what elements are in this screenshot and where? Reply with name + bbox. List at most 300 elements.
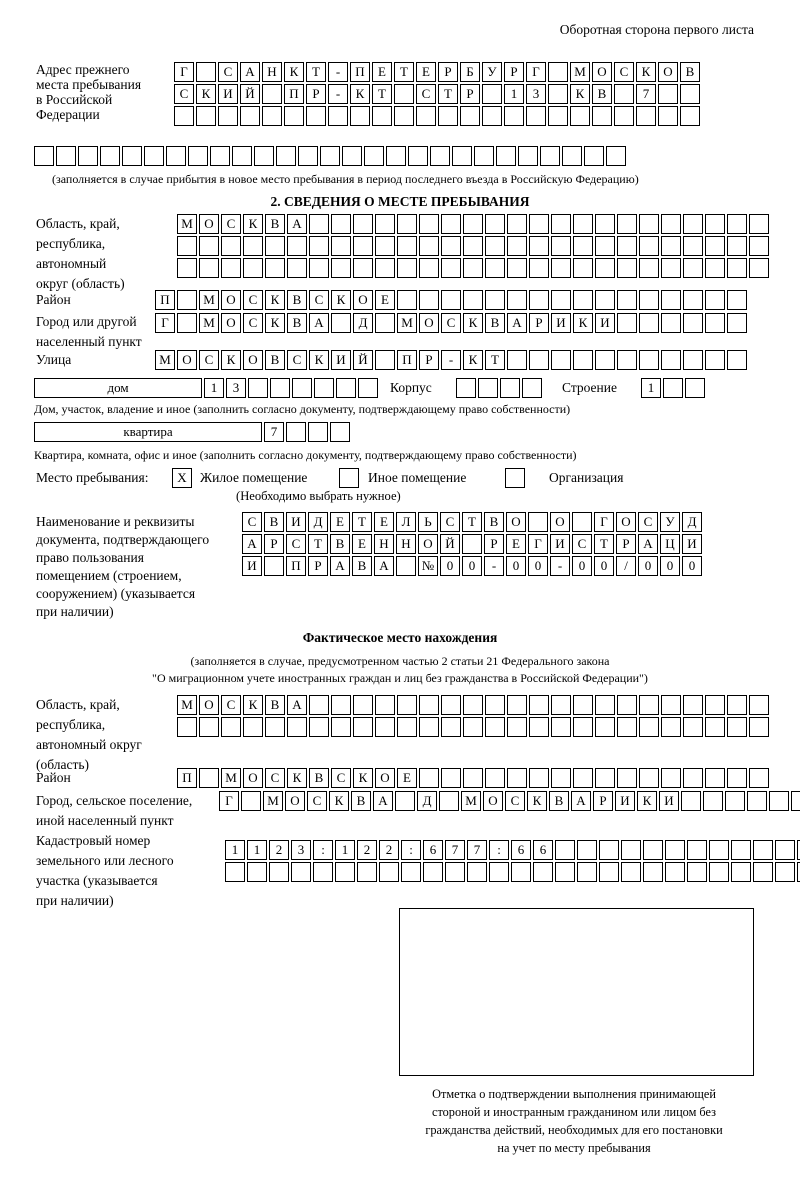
actual-region-cell[interactable] bbox=[529, 717, 549, 737]
document-cell[interactable]: А bbox=[242, 534, 262, 554]
actual-district-cells[interactable] bbox=[177, 768, 769, 788]
prev-address-cell[interactable]: - bbox=[328, 62, 348, 82]
district-cell[interactable] bbox=[639, 290, 659, 310]
document-cell[interactable]: О bbox=[550, 512, 570, 532]
actual-city-cell[interactable]: М bbox=[263, 791, 283, 811]
street-cell[interactable] bbox=[617, 350, 637, 370]
prev-address-cell[interactable]: К bbox=[636, 62, 656, 82]
actual-district-cell[interactable] bbox=[551, 768, 571, 788]
actual-region-cell[interactable] bbox=[243, 717, 263, 737]
document-cell[interactable]: П bbox=[286, 556, 306, 576]
prev-address-wide-cell[interactable] bbox=[232, 146, 252, 166]
actual-region-cell[interactable] bbox=[419, 717, 439, 737]
city-cell[interactable]: Д bbox=[353, 313, 373, 333]
prev-address-cell[interactable]: К bbox=[196, 84, 216, 104]
actual-district-cell[interactable] bbox=[441, 768, 461, 788]
street-cell[interactable]: Т bbox=[485, 350, 505, 370]
actual-region-cell[interactable] bbox=[441, 695, 461, 715]
cadastral-cell[interactable] bbox=[423, 862, 443, 882]
actual-region-cell[interactable]: С bbox=[221, 695, 241, 715]
district-cell[interactable] bbox=[419, 290, 439, 310]
prev-address-cell[interactable] bbox=[658, 84, 678, 104]
prev-address-cell[interactable]: - bbox=[328, 84, 348, 104]
cadastral-cell[interactable] bbox=[533, 862, 553, 882]
house-cell[interactable] bbox=[314, 378, 334, 398]
actual-region-cell[interactable] bbox=[551, 695, 571, 715]
prev-address-cell[interactable] bbox=[350, 106, 370, 126]
region-cell[interactable] bbox=[529, 258, 549, 278]
document-cell[interactable]: 0 bbox=[506, 556, 526, 576]
actual-region-cell[interactable] bbox=[661, 717, 681, 737]
actual-region-cell[interactable]: К bbox=[243, 695, 263, 715]
actual-region-cell[interactable] bbox=[507, 695, 527, 715]
prev-address-wide-cell[interactable] bbox=[56, 146, 76, 166]
region-cell[interactable] bbox=[639, 258, 659, 278]
stamp-box[interactable] bbox=[399, 908, 754, 1076]
region-cell[interactable] bbox=[243, 258, 263, 278]
prev-address-cell[interactable] bbox=[284, 106, 304, 126]
actual-region-cell[interactable] bbox=[353, 695, 373, 715]
actual-district-cell[interactable] bbox=[595, 768, 615, 788]
region-cell[interactable] bbox=[221, 236, 241, 256]
region-cell[interactable] bbox=[749, 258, 769, 278]
prev-address-wide-cell[interactable] bbox=[122, 146, 142, 166]
actual-region-cell[interactable]: В bbox=[265, 695, 285, 715]
street-cell[interactable]: К bbox=[463, 350, 483, 370]
district-cell[interactable]: К bbox=[265, 290, 285, 310]
document-cell[interactable]: С bbox=[572, 534, 592, 554]
cadastral-cell[interactable]: 3 bbox=[291, 840, 311, 860]
actual-district-cell[interactable]: П bbox=[177, 768, 197, 788]
prev-address-wide-cell[interactable] bbox=[540, 146, 560, 166]
cadastral-cell[interactable] bbox=[555, 862, 575, 882]
region-cell[interactable] bbox=[683, 258, 703, 278]
document-cell[interactable]: Е bbox=[330, 512, 350, 532]
region-cell[interactable] bbox=[463, 258, 483, 278]
city-cell[interactable]: С bbox=[441, 313, 461, 333]
actual-region-cell[interactable] bbox=[353, 717, 373, 737]
document-cell[interactable]: Д bbox=[682, 512, 702, 532]
region-cell[interactable] bbox=[727, 236, 747, 256]
region-cell[interactable] bbox=[683, 236, 703, 256]
prev-address-cell[interactable] bbox=[394, 84, 414, 104]
prev-address-cell[interactable] bbox=[196, 106, 216, 126]
prev-address-cell[interactable] bbox=[680, 106, 700, 126]
street-cell[interactable]: О bbox=[177, 350, 197, 370]
cadastral-cell[interactable] bbox=[665, 862, 685, 882]
prev-address-wide-cell[interactable] bbox=[210, 146, 230, 166]
actual-region-cell[interactable] bbox=[639, 717, 659, 737]
document-cell[interactable]: Й bbox=[440, 534, 460, 554]
document-cell[interactable]: 0 bbox=[594, 556, 614, 576]
prev-address-wide-cell[interactable] bbox=[430, 146, 450, 166]
document-cell[interactable]: Г bbox=[594, 512, 614, 532]
district-cell[interactable] bbox=[595, 290, 615, 310]
cadastral-cell[interactable]: 6 bbox=[511, 840, 531, 860]
district-cell[interactable] bbox=[397, 290, 417, 310]
prev-address-wide-cell[interactable] bbox=[562, 146, 582, 166]
street-cell[interactable]: С bbox=[199, 350, 219, 370]
actual-region-cell[interactable] bbox=[551, 717, 571, 737]
actual-district-cell[interactable]: С bbox=[265, 768, 285, 788]
city-cell[interactable] bbox=[727, 313, 747, 333]
region-cells[interactable] bbox=[177, 214, 769, 278]
document-cell[interactable]: А bbox=[638, 534, 658, 554]
document-cell[interactable]: - bbox=[484, 556, 504, 576]
region-cell[interactable] bbox=[199, 236, 219, 256]
document-cells[interactable] bbox=[242, 512, 702, 576]
city-cell[interactable]: Р bbox=[529, 313, 549, 333]
region-cell[interactable] bbox=[353, 214, 373, 234]
region-cell[interactable] bbox=[595, 236, 615, 256]
cadastral-cell[interactable] bbox=[225, 862, 245, 882]
korpus-cell[interactable] bbox=[456, 378, 476, 398]
street-cell[interactable] bbox=[573, 350, 593, 370]
actual-city-cell[interactable]: К bbox=[329, 791, 349, 811]
actual-city-cell[interactable]: И bbox=[659, 791, 679, 811]
document-cell[interactable]: Т bbox=[594, 534, 614, 554]
actual-district-cell[interactable] bbox=[639, 768, 659, 788]
actual-district-cell[interactable] bbox=[507, 768, 527, 788]
actual-city-cell[interactable]: А bbox=[373, 791, 393, 811]
actual-region-cell[interactable] bbox=[727, 695, 747, 715]
document-cell[interactable]: 0 bbox=[638, 556, 658, 576]
district-cell[interactable] bbox=[463, 290, 483, 310]
prev-address-wide-cell[interactable] bbox=[584, 146, 604, 166]
district-cell[interactable] bbox=[507, 290, 527, 310]
cadastral-cell[interactable] bbox=[577, 840, 597, 860]
city-cell[interactable] bbox=[375, 313, 395, 333]
cadastral-cell[interactable] bbox=[467, 862, 487, 882]
city-cell[interactable]: В bbox=[485, 313, 505, 333]
region-cell[interactable] bbox=[397, 258, 417, 278]
document-cell[interactable]: 0 bbox=[528, 556, 548, 576]
prev-address-cell[interactable]: Е bbox=[416, 62, 436, 82]
prev-address-wide-cell[interactable] bbox=[298, 146, 318, 166]
prev-address-cell[interactable] bbox=[658, 106, 678, 126]
street-cell[interactable] bbox=[507, 350, 527, 370]
prev-address-cell[interactable] bbox=[482, 106, 502, 126]
cadastral-cell[interactable] bbox=[335, 862, 355, 882]
prev-address-cell[interactable] bbox=[460, 106, 480, 126]
actual-district-cell[interactable] bbox=[661, 768, 681, 788]
prev-address-wide-cell[interactable] bbox=[34, 146, 54, 166]
house-cell[interactable] bbox=[248, 378, 268, 398]
cadastral-cell[interactable]: 7 bbox=[445, 840, 465, 860]
cadastral-cell[interactable] bbox=[775, 862, 795, 882]
region-cell[interactable] bbox=[309, 214, 329, 234]
region-cell[interactable] bbox=[177, 236, 197, 256]
actual-region-cell[interactable] bbox=[177, 717, 197, 737]
prev-address-cell[interactable] bbox=[614, 84, 634, 104]
document-cell[interactable]: Г bbox=[528, 534, 548, 554]
prev-address-cell[interactable] bbox=[262, 84, 282, 104]
stroenie-cell[interactable] bbox=[685, 378, 705, 398]
document-cell[interactable]: Р bbox=[308, 556, 328, 576]
city-cell[interactable]: К bbox=[463, 313, 483, 333]
prev-address-cell[interactable]: П bbox=[284, 84, 304, 104]
region-cell[interactable] bbox=[749, 214, 769, 234]
region-cell[interactable] bbox=[507, 258, 527, 278]
prev-address-wide-cell[interactable] bbox=[452, 146, 472, 166]
house-cell[interactable] bbox=[270, 378, 290, 398]
district-cell[interactable]: В bbox=[287, 290, 307, 310]
document-cell[interactable] bbox=[396, 556, 416, 576]
actual-region-cell[interactable] bbox=[397, 717, 417, 737]
prev-address-wide-row[interactable] bbox=[34, 146, 626, 166]
region-cell[interactable] bbox=[397, 214, 417, 234]
cadastral-cell[interactable]: 1 bbox=[335, 840, 355, 860]
flat-cell[interactable] bbox=[330, 422, 350, 442]
region-cell[interactable]: К bbox=[243, 214, 263, 234]
region-cell[interactable] bbox=[331, 258, 351, 278]
prev-address-cell[interactable] bbox=[372, 106, 392, 126]
actual-region-cell[interactable] bbox=[639, 695, 659, 715]
region-cell[interactable] bbox=[441, 258, 461, 278]
prev-address-cell[interactable]: А bbox=[240, 62, 260, 82]
prev-address-wide-cell[interactable] bbox=[144, 146, 164, 166]
actual-region-cell[interactable] bbox=[441, 717, 461, 737]
street-cell[interactable] bbox=[705, 350, 725, 370]
street-cell[interactable]: С bbox=[287, 350, 307, 370]
house-cell[interactable] bbox=[292, 378, 312, 398]
actual-city-cells[interactable] bbox=[219, 791, 800, 811]
actual-district-cell[interactable]: М bbox=[221, 768, 241, 788]
checkbox-inoe[interactable] bbox=[339, 468, 359, 488]
actual-city-cell[interactable] bbox=[395, 791, 415, 811]
actual-region-cell[interactable] bbox=[617, 695, 637, 715]
prev-address-wide-cell[interactable] bbox=[276, 146, 296, 166]
district-cell[interactable] bbox=[705, 290, 725, 310]
actual-region-cell[interactable]: А bbox=[287, 695, 307, 715]
document-cell[interactable]: Т bbox=[462, 512, 482, 532]
region-cell[interactable] bbox=[749, 236, 769, 256]
stroenie-cell[interactable]: 1 bbox=[641, 378, 661, 398]
district-cells[interactable] bbox=[155, 290, 747, 310]
prev-address-cell[interactable]: Р bbox=[438, 62, 458, 82]
prev-address-cell[interactable]: К bbox=[284, 62, 304, 82]
district-cell[interactable]: О bbox=[221, 290, 241, 310]
street-cell[interactable]: Й bbox=[353, 350, 373, 370]
prev-address-cell[interactable]: К bbox=[570, 84, 590, 104]
actual-district-cell[interactable]: К bbox=[353, 768, 373, 788]
street-cells[interactable] bbox=[155, 350, 747, 370]
actual-region-cell[interactable] bbox=[705, 717, 725, 737]
city-cell[interactable]: И bbox=[551, 313, 571, 333]
actual-district-cell[interactable]: К bbox=[287, 768, 307, 788]
document-cell[interactable]: Т bbox=[352, 512, 372, 532]
prev-address-wide-cell[interactable] bbox=[364, 146, 384, 166]
actual-city-cell[interactable] bbox=[747, 791, 767, 811]
cadastral-cell[interactable] bbox=[753, 840, 773, 860]
house-cells[interactable] bbox=[204, 378, 378, 398]
region-cell[interactable]: В bbox=[265, 214, 285, 234]
region-cell[interactable] bbox=[573, 236, 593, 256]
actual-city-cell[interactable] bbox=[681, 791, 701, 811]
street-cell[interactable] bbox=[529, 350, 549, 370]
prev-address-cell[interactable]: О bbox=[592, 62, 612, 82]
cadastral-cell[interactable]: 6 bbox=[423, 840, 443, 860]
city-cell[interactable]: К bbox=[265, 313, 285, 333]
street-cell[interactable]: О bbox=[243, 350, 263, 370]
district-cell[interactable]: К bbox=[331, 290, 351, 310]
prev-address-wide-cell[interactable] bbox=[496, 146, 516, 166]
actual-city-cell[interactable]: К bbox=[527, 791, 547, 811]
city-cells[interactable] bbox=[155, 313, 747, 333]
stroenie-cells[interactable] bbox=[641, 378, 705, 398]
document-cell[interactable] bbox=[528, 512, 548, 532]
actual-city-cell[interactable]: В bbox=[549, 791, 569, 811]
actual-district-cell[interactable] bbox=[727, 768, 747, 788]
document-cell[interactable]: О bbox=[506, 512, 526, 532]
prev-address-cell[interactable] bbox=[548, 84, 568, 104]
prev-address-cell[interactable]: Т bbox=[394, 62, 414, 82]
actual-city-cell[interactable]: К bbox=[637, 791, 657, 811]
prev-address-cell[interactable] bbox=[262, 106, 282, 126]
actual-city-cell[interactable] bbox=[241, 791, 261, 811]
region-cell[interactable] bbox=[287, 258, 307, 278]
city-cell[interactable]: М bbox=[397, 313, 417, 333]
actual-district-cell[interactable]: О bbox=[375, 768, 395, 788]
checkbox-organizaciya[interactable] bbox=[505, 468, 525, 488]
region-cell[interactable] bbox=[727, 258, 747, 278]
prev-address-wide-cell[interactable] bbox=[254, 146, 274, 166]
region-cell[interactable]: О bbox=[199, 214, 219, 234]
street-cell[interactable] bbox=[727, 350, 747, 370]
prev-address-cell[interactable] bbox=[174, 106, 194, 126]
cadastral-cell[interactable] bbox=[665, 840, 685, 860]
district-cell[interactable]: Е bbox=[375, 290, 395, 310]
document-cell[interactable]: 0 bbox=[572, 556, 592, 576]
prev-address-wide-cell[interactable] bbox=[320, 146, 340, 166]
region-cell[interactable] bbox=[639, 236, 659, 256]
house-cell[interactable]: 3 bbox=[226, 378, 246, 398]
street-cell[interactable] bbox=[639, 350, 659, 370]
actual-city-cell[interactable]: А bbox=[571, 791, 591, 811]
actual-district-cell[interactable] bbox=[485, 768, 505, 788]
actual-city-cell[interactable]: Р bbox=[593, 791, 613, 811]
prev-address-cell[interactable] bbox=[394, 106, 414, 126]
region-cell[interactable] bbox=[507, 214, 527, 234]
region-cell[interactable] bbox=[265, 236, 285, 256]
cadastral-cell[interactable]: 2 bbox=[379, 840, 399, 860]
cadastral-cell[interactable] bbox=[775, 840, 795, 860]
region-cell[interactable] bbox=[243, 236, 263, 256]
cadastral-cell[interactable] bbox=[555, 840, 575, 860]
actual-region-cell[interactable] bbox=[661, 695, 681, 715]
prev-address-cell[interactable]: В bbox=[592, 84, 612, 104]
actual-district-cell[interactable] bbox=[617, 768, 637, 788]
actual-district-cell[interactable] bbox=[199, 768, 219, 788]
city-cell[interactable] bbox=[661, 313, 681, 333]
district-cell[interactable] bbox=[661, 290, 681, 310]
prev-address-cell[interactable]: У bbox=[482, 62, 502, 82]
cadastral-cell[interactable] bbox=[445, 862, 465, 882]
document-cell[interactable]: В bbox=[264, 512, 284, 532]
region-cell[interactable] bbox=[485, 236, 505, 256]
cadastral-cell[interactable] bbox=[687, 862, 707, 882]
city-cell[interactable] bbox=[705, 313, 725, 333]
actual-city-cell[interactable]: О bbox=[483, 791, 503, 811]
prev-address-cell[interactable] bbox=[306, 106, 326, 126]
actual-region-cell[interactable] bbox=[595, 717, 615, 737]
prev-address-cell[interactable] bbox=[614, 106, 634, 126]
prev-address-cell[interactable] bbox=[680, 84, 700, 104]
region-cell[interactable] bbox=[705, 258, 725, 278]
actual-district-cell[interactable] bbox=[529, 768, 549, 788]
actual-city-cell[interactable] bbox=[769, 791, 789, 811]
document-cell[interactable]: № bbox=[418, 556, 438, 576]
district-cell[interactable]: С bbox=[243, 290, 263, 310]
region-cell[interactable] bbox=[529, 214, 549, 234]
document-cell[interactable]: Р bbox=[264, 534, 284, 554]
region-cell[interactable] bbox=[375, 236, 395, 256]
region-cell[interactable] bbox=[683, 214, 703, 234]
prev-address-wide-cell[interactable] bbox=[166, 146, 186, 166]
region-cell[interactable] bbox=[507, 236, 527, 256]
actual-city-cell[interactable] bbox=[703, 791, 723, 811]
city-cell[interactable]: С bbox=[243, 313, 263, 333]
prev-address-cell[interactable]: О bbox=[658, 62, 678, 82]
actual-region-cell[interactable] bbox=[749, 695, 769, 715]
korpus-cell[interactable] bbox=[500, 378, 520, 398]
cadastral-cell[interactable]: 1 bbox=[225, 840, 245, 860]
district-cell[interactable] bbox=[529, 290, 549, 310]
street-cell[interactable]: К bbox=[221, 350, 241, 370]
actual-city-cell[interactable]: С bbox=[505, 791, 525, 811]
actual-region-cell[interactable] bbox=[683, 717, 703, 737]
region-cell[interactable] bbox=[661, 236, 681, 256]
region-cell[interactable] bbox=[441, 236, 461, 256]
prev-address-cell[interactable]: 1 bbox=[504, 84, 524, 104]
document-cell[interactable]: И bbox=[550, 534, 570, 554]
region-cell[interactable] bbox=[573, 214, 593, 234]
prev-address-cell[interactable]: Й bbox=[240, 84, 260, 104]
street-cell[interactable]: К bbox=[309, 350, 329, 370]
cadastral-cell[interactable]: : bbox=[489, 840, 509, 860]
cadastral-cell[interactable] bbox=[379, 862, 399, 882]
city-cell[interactable]: А bbox=[507, 313, 527, 333]
region-cell[interactable] bbox=[331, 236, 351, 256]
cadastral-cell[interactable] bbox=[643, 840, 663, 860]
district-cell[interactable] bbox=[573, 290, 593, 310]
actual-region-cells[interactable] bbox=[177, 695, 769, 737]
actual-region-cell[interactable] bbox=[573, 695, 593, 715]
region-cell[interactable]: А bbox=[287, 214, 307, 234]
district-cell[interactable]: М bbox=[199, 290, 219, 310]
document-cell[interactable]: Д bbox=[308, 512, 328, 532]
prev-address-cell[interactable]: Т bbox=[438, 84, 458, 104]
prev-address-cell[interactable]: С bbox=[416, 84, 436, 104]
actual-region-cell[interactable] bbox=[683, 695, 703, 715]
actual-region-cell[interactable] bbox=[309, 695, 329, 715]
cadastral-cell[interactable] bbox=[489, 862, 509, 882]
region-cell[interactable] bbox=[639, 214, 659, 234]
street-cell[interactable] bbox=[661, 350, 681, 370]
city-cell[interactable]: И bbox=[595, 313, 615, 333]
document-cell[interactable]: Ь bbox=[418, 512, 438, 532]
cadastral-cell[interactable] bbox=[313, 862, 333, 882]
korpus-cell[interactable] bbox=[522, 378, 542, 398]
prev-address-wide-cell[interactable] bbox=[606, 146, 626, 166]
region-cell[interactable] bbox=[397, 236, 417, 256]
district-cell[interactable] bbox=[177, 290, 197, 310]
actual-city-cell[interactable]: С bbox=[307, 791, 327, 811]
region-cell[interactable] bbox=[705, 214, 725, 234]
document-cell[interactable]: Т bbox=[308, 534, 328, 554]
document-cell[interactable]: Е bbox=[352, 534, 372, 554]
document-cell[interactable]: А bbox=[330, 556, 350, 576]
